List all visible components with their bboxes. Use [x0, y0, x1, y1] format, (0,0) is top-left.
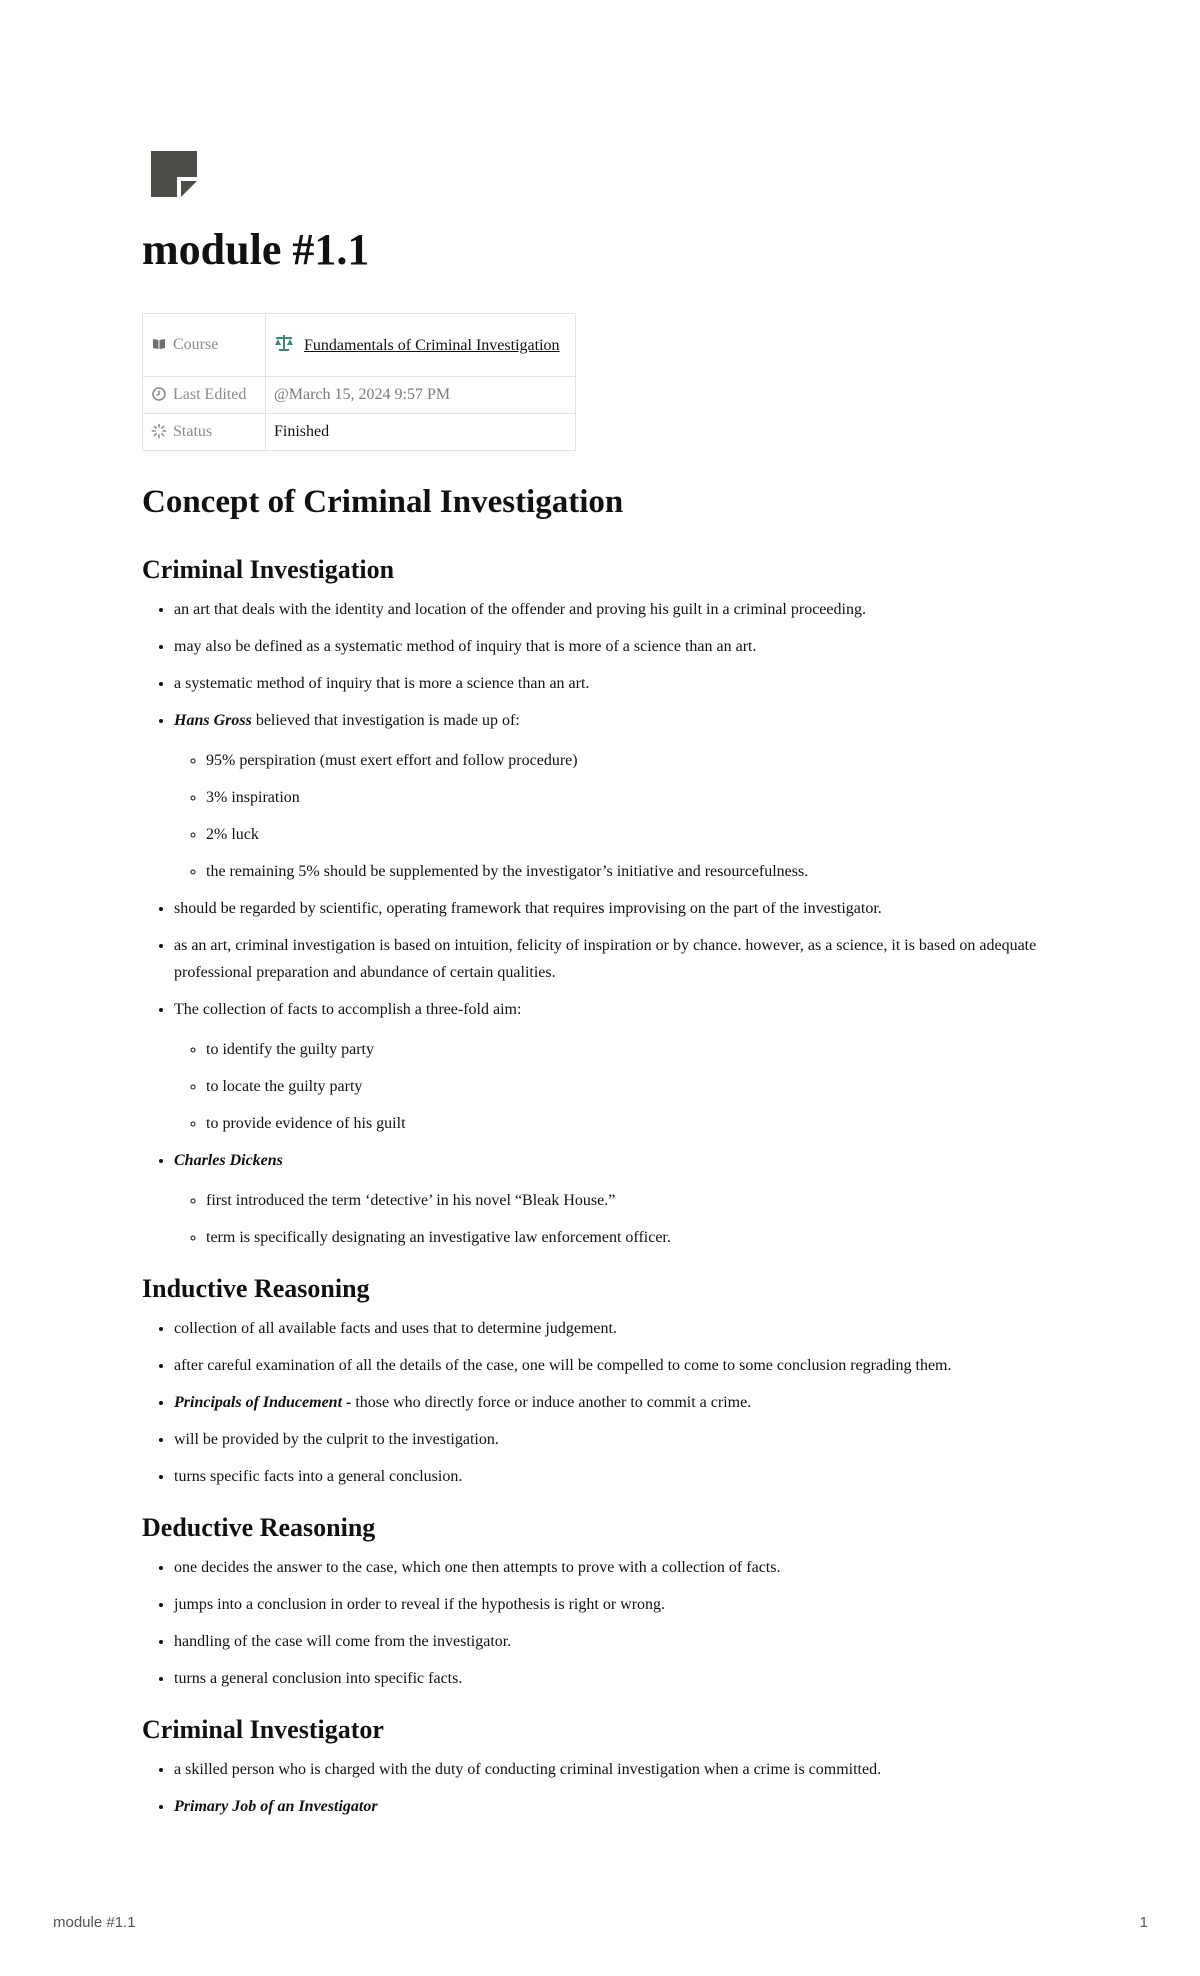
list-item: • handling of the case will come from the investigator.: [174, 1628, 1072, 1655]
heading-deductive-reasoning: Deductive Reasoning: [142, 1513, 376, 1542]
list-item: • will be provided by the culprit to the investigation.: [174, 1426, 1072, 1453]
investigator-list: [142, 1756, 1072, 1820]
principals-dash: -: [342, 1394, 356, 1411]
hans-gross-text: believed that investigation is made up of:: [251, 712, 520, 729]
property-row-status: [143, 414, 576, 451]
list-item: • jumps into a conclusion in order to reveal if the hypothesis is right or wrong.: [174, 1591, 1072, 1618]
list-item: • one decides the answer to the case, which one then attempts to prove with a collection of facts.: [174, 1554, 1072, 1581]
heading-inductive-reasoning: Inductive Reasoning: [142, 1274, 370, 1303]
property-value-last-edited: @March 15, 2024 9:57 PM: [266, 377, 576, 414]
sub-list-item: ◦ the remaining 5% should be supplemented by the investigator’s initiative and resourcefulness.: [206, 858, 1072, 885]
book-icon: [151, 336, 167, 352]
page-icon: [151, 151, 197, 197]
hans-gross-name: Hans Gross: [174, 712, 252, 729]
list-item-charles-dickens: [174, 1147, 1072, 1251]
list-item-primary-job: • Primary Job of an Investigator: [174, 1793, 1072, 1820]
property-row-course: [143, 314, 576, 377]
property-row-last-edited: [143, 377, 576, 414]
clock-icon: [151, 386, 167, 402]
list-item: • collection of all available facts and uses that to determine judgement.: [174, 1315, 1072, 1342]
section-title: Concept of Criminal Investigation: [142, 484, 624, 520]
three-fold-text: The collection of facts to accomplish a three-fold aim:: [174, 1001, 522, 1018]
list-item: • after careful examination of all the details of the case, one will be compelled to come to some conclusion regrading them.: [174, 1352, 1072, 1379]
hans-gross-sublist: [174, 747, 1072, 885]
heading-criminal-investigation: Criminal Investigation: [142, 555, 395, 584]
list-item: • should be regarded by scientific, operating framework that requires improvising on the part of the investigator.: [174, 895, 1072, 922]
deductive-list: [142, 1554, 1072, 1692]
dickens-sublist: [174, 1187, 1072, 1251]
page-title: module #1.1: [142, 225, 370, 274]
list-item-hans-gross: [174, 707, 1072, 885]
course-link[interactable]: Fundamentals of Criminal Investigation: [304, 336, 560, 354]
criminal-investigation-list: [142, 596, 1072, 1251]
list-item: • turns a general conclusion into specific facts.: [174, 1665, 1072, 1692]
properties-table: [142, 313, 576, 451]
heading-criminal-investigator: Criminal Investigator: [142, 1715, 384, 1744]
list-item: • a skilled person who is charged with the duty of conducting criminal investigation when a crime is committed.: [174, 1756, 1072, 1783]
property-name-course: Course: [143, 314, 266, 377]
page-number: 1: [1139, 1914, 1148, 1931]
sub-list-item: ◦ 95% perspiration (must exert effort and follow procedure): [206, 747, 1072, 774]
property-value-status: Finished: [266, 414, 576, 451]
list-item: • a systematic method of inquiry that is more a science than an art.: [174, 670, 1072, 697]
list-item-three-fold: [174, 996, 1072, 1137]
loading-spinner-icon: [151, 423, 167, 439]
sub-list-item: ◦ first introduced the term ‘detective’ in his novel “Bleak House.”: [206, 1187, 1072, 1214]
property-name-last-edited: Last Edited: [143, 377, 266, 414]
list-item: • as an art, criminal investigation is based on intuition, felicity of inspiration or by chance. however, as a science, it is based on adequate professional preparation and abundance of certain qualities.: [174, 932, 1072, 986]
sub-list-item: ◦ to identify the guilty party: [206, 1036, 1072, 1063]
list-item: • may also be defined as a systematic method of inquiry that is more of a science than an art.: [174, 633, 1072, 660]
principals-term: Principals of Inducement: [174, 1394, 343, 1411]
sub-list-item: ◦ to locate the guilty party: [206, 1073, 1072, 1100]
list-item-principals: [174, 1389, 1072, 1416]
list-item: • turns specific facts into a general conclusion.: [174, 1463, 1072, 1490]
sub-list-item: ◦ 2% luck: [206, 821, 1072, 848]
principals-definition: those who directly force or induce another to commit a crime.: [355, 1394, 752, 1411]
list-item: • an art that deals with the identity and location of the offender and proving his guilt in a criminal proceeding.: [174, 596, 1072, 623]
document-content: [142, 480, 1072, 1830]
three-fold-sublist: [174, 1036, 1072, 1137]
charles-dickens-name: Charles Dickens: [174, 1152, 283, 1169]
footer-title: module #1.1: [53, 1914, 136, 1931]
scale-icon: [274, 334, 294, 352]
sub-list-item: ◦ to provide evidence of his guilt: [206, 1110, 1072, 1137]
property-value-course[interactable]: [266, 314, 576, 377]
sub-list-item: ◦ 3% inspiration: [206, 784, 1072, 811]
property-name-status: Status: [143, 414, 266, 451]
inductive-list: [142, 1315, 1072, 1490]
sub-list-item: ◦ term is specifically designating an investigative law enforcement officer.: [206, 1224, 1072, 1251]
